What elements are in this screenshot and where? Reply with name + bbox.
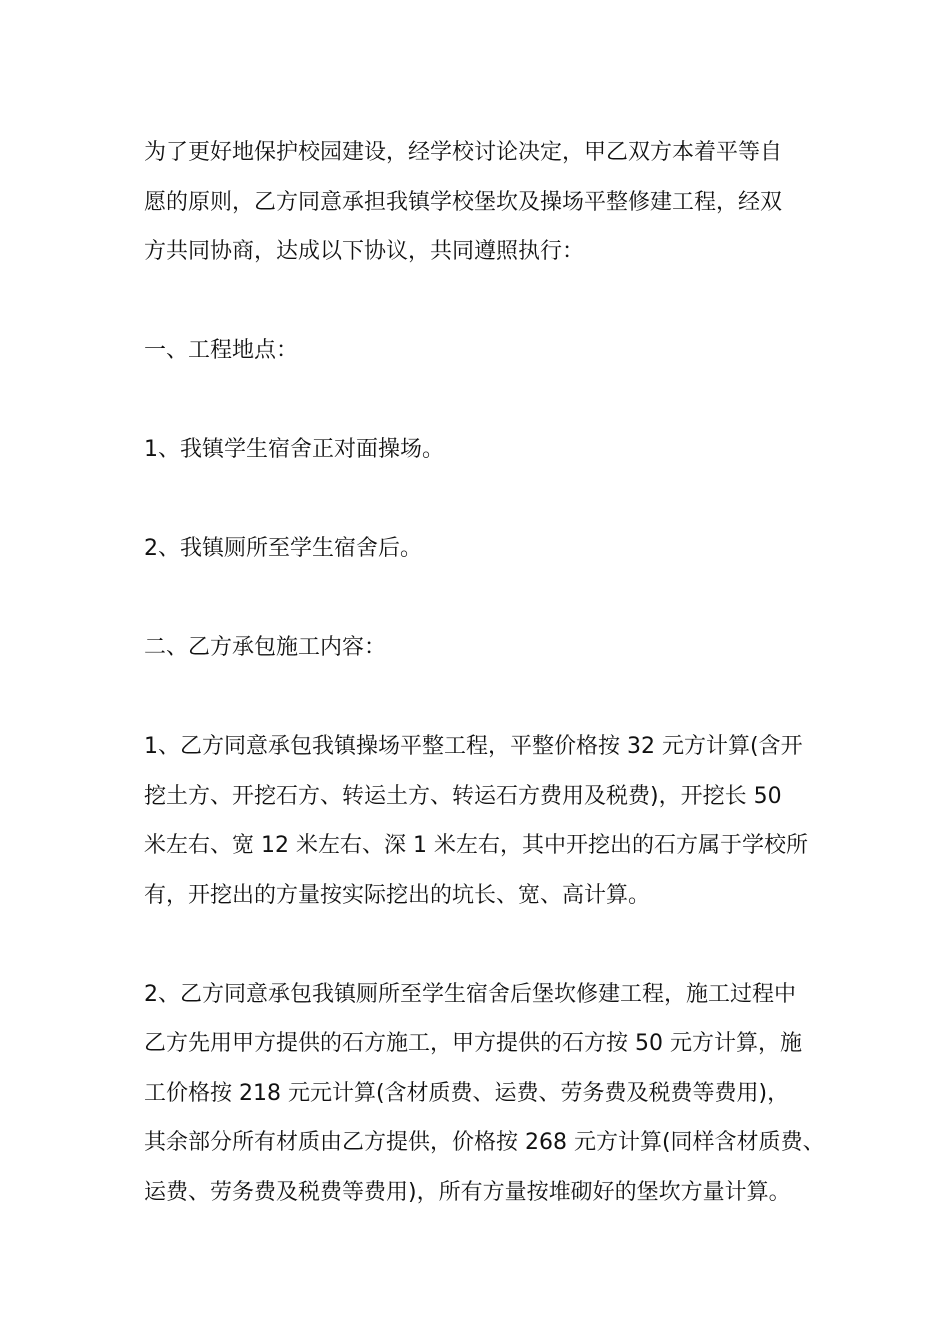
paragraph-gap bbox=[144, 673, 824, 723]
location-item-1 bbox=[144, 425, 824, 475]
text-line: 挖土方、开挖石方、转运土方、转运石方费用及税费)，开挖长 50 bbox=[144, 783, 782, 809]
text-line: 乙方先用甲方提供的石方施工，甲方提供的石方按 50 元方计算，施 bbox=[144, 1031, 802, 1056]
text-line: 1、我镇学生宿舍正对面操场。 bbox=[144, 437, 444, 462]
section-heading-contract-content bbox=[144, 623, 824, 673]
text-line: 2、我镇厕所至学生宿舍后。 bbox=[144, 536, 422, 561]
text-line: 运费、劳务费及税费等费用)，所有方量按堆砌好的堡坎方量计算。 bbox=[144, 1179, 791, 1205]
location-item-2 bbox=[144, 524, 824, 574]
text-line: 2、乙方同意承包我镇厕所至学生宿舍后堡坎修建工程，施工过程中 bbox=[144, 981, 796, 1007]
section-heading-location bbox=[144, 326, 824, 376]
paragraph-gap bbox=[144, 376, 824, 426]
text-line: 米左右、宽 12 米左右、深 1 米左右，其中开挖出的石方属于学校所 bbox=[144, 833, 808, 858]
text-line: 二、乙方承包施工内容： bbox=[144, 635, 387, 660]
text-line: 1、乙方同意承包我镇操场平整工程，平整价格按 32 元方计算(含开 bbox=[144, 734, 803, 759]
paragraph-gap bbox=[144, 277, 824, 327]
content-item-1 bbox=[144, 722, 824, 920]
text-line: 为了更好地保护校园建设，经学校讨论决定，甲乙双方本着平等自 bbox=[144, 140, 783, 165]
text-line: 愿的原则，乙方同意承担我镇学校堡坎及操场平整修建工程，经双 bbox=[144, 189, 783, 215]
text-line: 有，开挖出的方量按实际挖出的坑长、宽、高计算。 bbox=[144, 882, 651, 908]
text-line: 一、工程地点： bbox=[144, 338, 299, 363]
document-body bbox=[144, 128, 824, 1217]
content-item-2 bbox=[144, 970, 824, 1218]
paragraph-gap bbox=[144, 475, 824, 525]
paragraph-gap bbox=[144, 574, 824, 624]
text-line: 其余部分所有材质由乙方提供，价格按 268 元方计算(同样含材质费、 bbox=[144, 1130, 825, 1155]
intro-paragraph bbox=[144, 128, 824, 277]
text-line: 工价格按 218 元元计算(含材质费、运费、劳务费及税费等费用)， bbox=[144, 1080, 790, 1106]
text-line: 方共同协商，达成以下协议，共同遵照执行： bbox=[144, 239, 585, 264]
paragraph-gap bbox=[144, 920, 824, 970]
